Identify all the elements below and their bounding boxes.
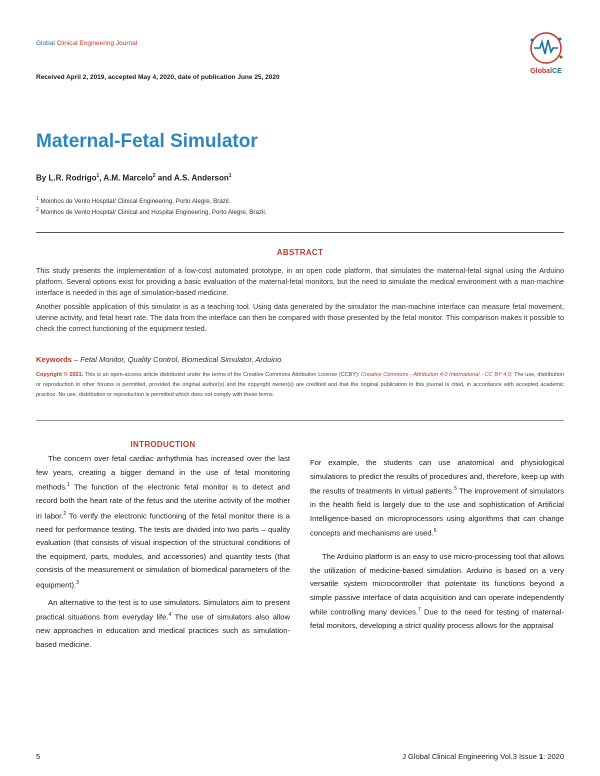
received-dates: Received April 2, 2019, accepted May 4, 2020, date of publication June 25, 2020	[36, 74, 280, 81]
affiliation-1: $^1$ Moinhos de Vento Hospital/ Clinical Engineering, Porto Alegre, Brazil.	[36, 196, 231, 206]
footer-journal: J Global Clinical Engineering Vol.3 Issue 1: 2020	[402, 752, 564, 761]
paper-title: Maternal-Fetal Simulator	[36, 131, 258, 152]
column-left	[36, 452, 290, 651]
page-number: 5	[36, 752, 41, 761]
license-link[interactable]: Creative Commons - Attribution 4.0 International - CC BY 4.0.	[361, 372, 513, 378]
body-paragraph: The concern over fetal cardiac arrhythmia has increased over the last few years, creating a bigger demand in the use of fetal monitoring methods.$^1$ The function of the electronic fetal monitor is to detect and record both the heart rate of the fetus and the uterine activity of the mother in labor.$^2$ To verify the electronic functioning of the fetal monitor there is a need for performance testing. The tests are divided into two parts – quality evaluation (that consists of visual inspection of the structural conditions of the equipment, parts, modules, and accessories) and quantity tests (that consists of the measurement or simulation of biomedical parameters of the equipment).$^3$	[36, 454, 290, 590]
body-paragraph: For example, the students can use anatomical and physiological simulations to predict the results of procedures and, therefore, keep up with the results of treatments in virtual patients.$^5$ The improvement of simulators in the health field is largely due to the use and sophistication of Artificial Intelligence-based on microprocessors using algorithms that can change concepts and mechanisms are used.$^6$	[310, 458, 564, 538]
authors: By L.R. Rodrigo$^1$, A.M. Marcelo$^2$ and A.S. Anderson$^1$	[36, 173, 232, 183]
divider	[36, 420, 564, 421]
affiliation-2: $^2$ Moinhos de Vento Hospital/ Clinical and Hospital Engineering, Porto Alegre, Brazil.	[36, 207, 267, 217]
logo-text: GlobalCE	[530, 68, 562, 75]
body-paragraph: The Arduino platform is an easy to use micro-processing tool that allows the utilization of medicine-based simulation. Arduino is based on a very versatile system microcontroller that potentate its functions beyond a simple passive interface of data acquisition and can operate independently while controlling many devices.$^7$ Due to the need for testing of maternal-fetal monitors, developing a strict quality process allows for the appraisal	[310, 552, 564, 631]
body-paragraph: An alternative to the test is to use simulators. Simulators aim to present practical situations from everyday life.$^4$ The use of simulators also allow new approaches in education and medical practices such as simulation-based medicine.	[36, 597, 290, 649]
divider	[36, 232, 564, 233]
column-right	[310, 456, 564, 633]
abstract-paragraph: Another possible application of this simulator is as a teaching tool. Using data generated by the simulator the man-machine interface can measure fetal movement, uterine activity, and fetal heart rate. The data from the interface can then be compared with those presented by the fetal monitor. This comparison makes it possible to check the correct functioning of the equipment tested.	[36, 302, 564, 333]
introduction-heading: INTRODUCTION	[130, 440, 196, 449]
abstract-paragraph: This study presents the implementation of a low-cost automated prototype, in an open code platform, that simulates the maternal-fetal signal using the Arduino platform. Several options exist for providing a basic evaluation of the maternal-fetal monitors, but the need to simulate the medical environment with a man-machine interface is needed in this age of simulation-based medicine.	[36, 266, 564, 297]
abstract-body	[36, 265, 564, 337]
journal-name: Global Clinical Engineering Journal	[36, 40, 138, 47]
keywords: Keywords – Fetal Monitor, Quality Control, Biomedical Simulator, Arduino.	[36, 355, 284, 364]
abstract-heading: ABSTRACT	[276, 248, 324, 257]
copyright-notice: Copyright © 2021. This is an open-access article distributed under the terms of the Creative Commons Attribution License (CCBY): Creative Commons - Attribution 4.0 International - CC BY 4.0. The use, distribution or reproduction in other forums is permitted, provided the original author(s) and the copyright owner(s) are credited and that the original publication in this journal is cited, in accordance with accepted academic practice. No use, distribution or reproduction is permitted which does not comply with these terms.	[36, 372, 564, 398]
